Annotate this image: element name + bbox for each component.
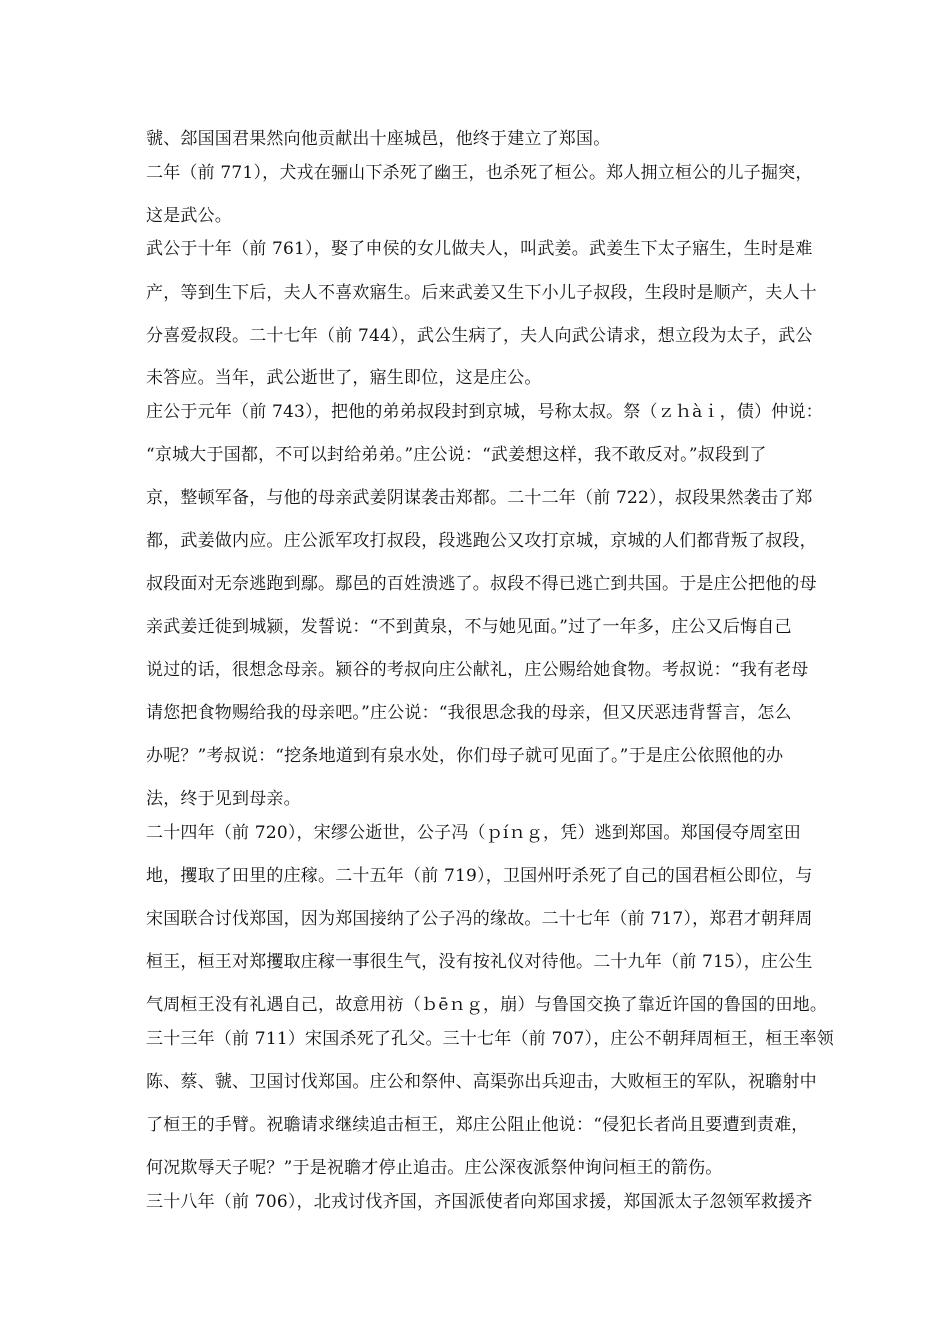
text-line: 法，终于见到母亲。 (146, 789, 301, 809)
text-line: 何况欺辱天子呢？”于是祝聸才停止追击。庄公深夜派祭仲询问桓王的箭伤。 (146, 1158, 723, 1178)
text-line: 宋国联合讨伐郑国，因为郑国接纳了公子冯的缘故。二十七年（前 717），郑君才朝拜周 (146, 909, 813, 929)
text-line: 地，攫取了田里的庄稼。二十五年（前 719），卫国州吁杀死了自己的国君桓公即位，与 (146, 866, 813, 886)
text-line: 二年（前 771），犬戎在骊山下杀死了幽王，也杀死了桓公。郑人拥立桓公的儿子掘突， (146, 163, 813, 183)
text-line: 了桓王的手臂。祝聸请求继续追击桓王，郑庄公阻止他说：“侵犯长者尚且要遭到责难， (146, 1115, 809, 1135)
text-line: 京，整顿军备，与他的母亲武姜阴谋袭击郑都。二十二年（前 722），叔段果然袭击了郑 (146, 488, 813, 508)
text-line: 亲武姜迁徙到城颍，发誓说：“不到黄泉，不与她见面。”过了一年多，庄公又后悔自己 (146, 617, 792, 637)
text-line: 武公于十年（前 761），娶了申侯的女儿做夫人，叫武姜。武姜生下太子寤生，生时是难 (146, 239, 813, 259)
text-line: 桓王，桓王对郑攫取庄稼一事很生气，没有按礼仪对待他。二十九年（前 715），庄公生 (146, 952, 813, 972)
text-line: 三十八年（前 706），北戎讨伐齐国，齐国派使者向郑国求援，郑国派太子忽领军救援齐 (146, 1192, 813, 1212)
text-line: 三十三年（前 711）宋国杀死了孔父。三十七年（前 707），庄公不朝拜周桓王，桓王率领 (146, 1029, 835, 1049)
text-line: 陈、蔡、虢、卫国讨伐郑国。庄公和祭仲、高渠弥出兵迎击，大败桓王的军队，祝聸射中 (146, 1072, 817, 1092)
text-line: 庄公于元年（前 743），把他的弟弟叔段封到京城，号称太叔。祭（ｚｈàｉ，债）仲说： (146, 402, 823, 422)
text-line: 这是武公。 (146, 206, 232, 226)
text-line: “京城大于国都，不可以封给弟弟。”庄公说：“武姜想这样，我不敢反对。”叔段到了 (146, 445, 767, 465)
text-line: 请您把食物赐给我的母亲吧。”庄公说：“我很思念我的母亲，但又厌恶违背誓言，怎么 (146, 703, 792, 723)
text-line: 叔段面对无奈逃跑到鄢。鄢邑的百姓溃逃了。叔段不得已逃亡到共国。于是庄公把他的母 (146, 574, 817, 594)
text-line: 都，武姜做内应。庄公派军攻打叔段，段逃跑公又攻打京城，京城的人们都背叛了叔段， (146, 531, 817, 551)
text-line: 说过的话，很想念母亲。颍谷的考叔向庄公献礼，庄公赐给她食物。考叔说：“我有老母 (146, 660, 809, 680)
text-line: 分喜爱叔段。二十七年（前 744），武公生病了，夫人向武公请求，想立段为太子，武公 (146, 326, 813, 346)
text-line: 虢、郐国国君果然向他贡献出十座城邑，他终于建立了郑国。 (146, 129, 611, 149)
text-line: 二十四年（前 720），宋缪公逝世，公子冯（ｐíｎｇ，凭）逃到郑国。郑国侵夺周室田 (146, 823, 801, 843)
text-line: 产，等到生下后，夫人不喜欢寤生。后来武姜又生下小儿子叔段，生段时是顺产，夫人十 (146, 283, 817, 303)
text-line: 办呢？”考叔说：“挖条地道到有泉水处，你们母子就可见面了。”于是庄公依照他的办 (146, 746, 784, 766)
text-line: 气周桓王没有礼遇自己，故意用祊（ｂēｎｇ，崩）与鲁国交换了靠近许国的鲁国的田地。 (146, 995, 828, 1015)
text-line: 未答应。当年，武公逝世了，寤生即位，这是庄公。 (146, 368, 542, 388)
